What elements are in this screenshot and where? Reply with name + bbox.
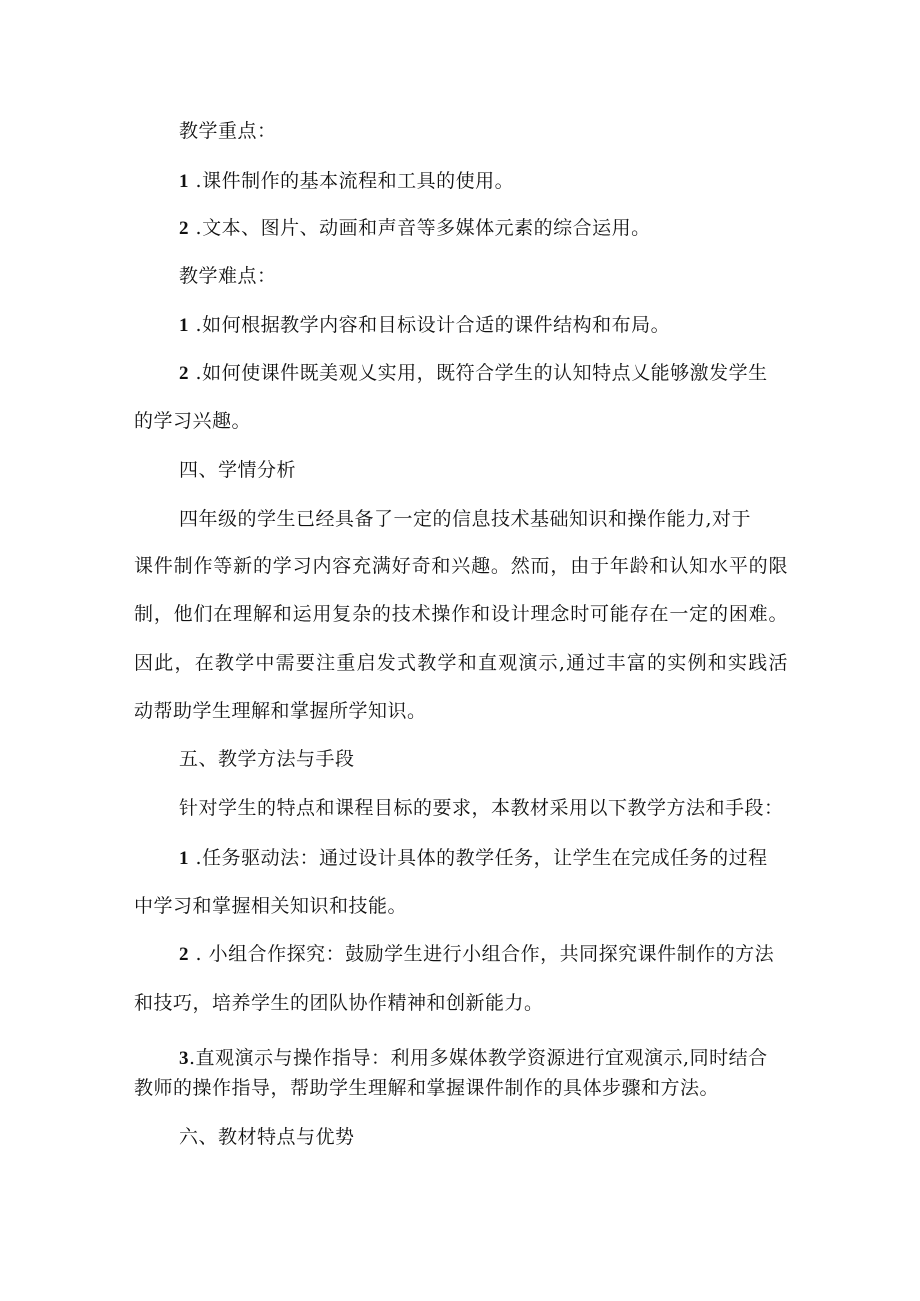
item-text: . 小组合作探究：鼓励学生进行小组合作，共同探究课件制作的方法 xyxy=(195,943,775,965)
item-text: .课件制作的基本流程和工具的使用。 xyxy=(195,170,515,192)
item-text: .如何使课件既美观乂实用，既符合学生的认知特点乂能够激发学生 xyxy=(195,362,768,384)
method-item xyxy=(179,846,768,871)
method-item-continuation: 教师的操作指导，帮助学生理解和掌握课件制作的具体步骤和方法。 xyxy=(134,1077,720,1099)
item-number: 2 xyxy=(179,218,189,239)
difficulty-item xyxy=(179,313,670,338)
section4-paragraph-line: 因此，在教学中需要注重启发式教学和直观演示,通过丰富的实例和实践活 xyxy=(134,652,788,674)
section4-paragraph-line: 制，他们在理解和运用复杂的技术操作和设计理念时可能存在一定的困难。 xyxy=(134,603,788,625)
key-point-item xyxy=(179,216,651,241)
item-text: .如何根据教学内容和目标设计合适的课件结构和布局。 xyxy=(195,314,671,336)
method-item-continuation: 和技巧，培养学生的团队协作精神和创新能力。 xyxy=(134,992,544,1014)
section4-paragraph-line: 动帮助学生理解和掌握所学知识。 xyxy=(134,700,427,722)
item-text: .直观演示与操作指导：利用多媒体教学资源进行宜观演示,同时结合 xyxy=(189,1047,768,1069)
difficulty-item xyxy=(179,361,768,386)
section5-intro: 针对学生的特点和课程目标的要求，本教材采用以下教学方法和手段： xyxy=(179,797,784,819)
section4-heading: 四、学情分析 xyxy=(179,459,297,481)
item-number: 3 xyxy=(179,1048,189,1069)
section6-heading: 六、教材特点与优势 xyxy=(179,1126,355,1148)
key-points-heading: 教学重点： xyxy=(179,120,277,142)
section4-paragraph-line: 四年级的学生已经具备了一定的信息技术基础知识和操作能力,对于 xyxy=(179,508,752,530)
method-item xyxy=(179,942,774,967)
method-item-continuation: 中学习和掌握相关知识和技能。 xyxy=(134,895,408,917)
item-number: 1 xyxy=(179,315,189,336)
item-text: .任务驱动法：通过设计具体的教学任务，让学生在完成任务的过程 xyxy=(195,847,768,869)
item-number: 2 xyxy=(179,363,189,384)
item-text: .文本、图片、动画和声音等多媒体元素的综合运用。 xyxy=(195,217,651,239)
section4-paragraph-line: 课件制作等新的学习内容充满好奇和兴趣。然而，由于年龄和认知水平的限 xyxy=(134,555,788,577)
difficulties-heading: 教学难点： xyxy=(179,265,277,287)
item-number: 1 xyxy=(179,848,189,869)
method-item xyxy=(179,1046,768,1071)
item-number: 1 xyxy=(179,171,189,192)
section5-heading: 五、教学方法与手段 xyxy=(179,748,355,770)
item-number: 2 xyxy=(179,944,189,965)
key-point-item xyxy=(179,169,514,194)
difficulty-item-continuation: 的学习兴趣。 xyxy=(134,410,252,432)
